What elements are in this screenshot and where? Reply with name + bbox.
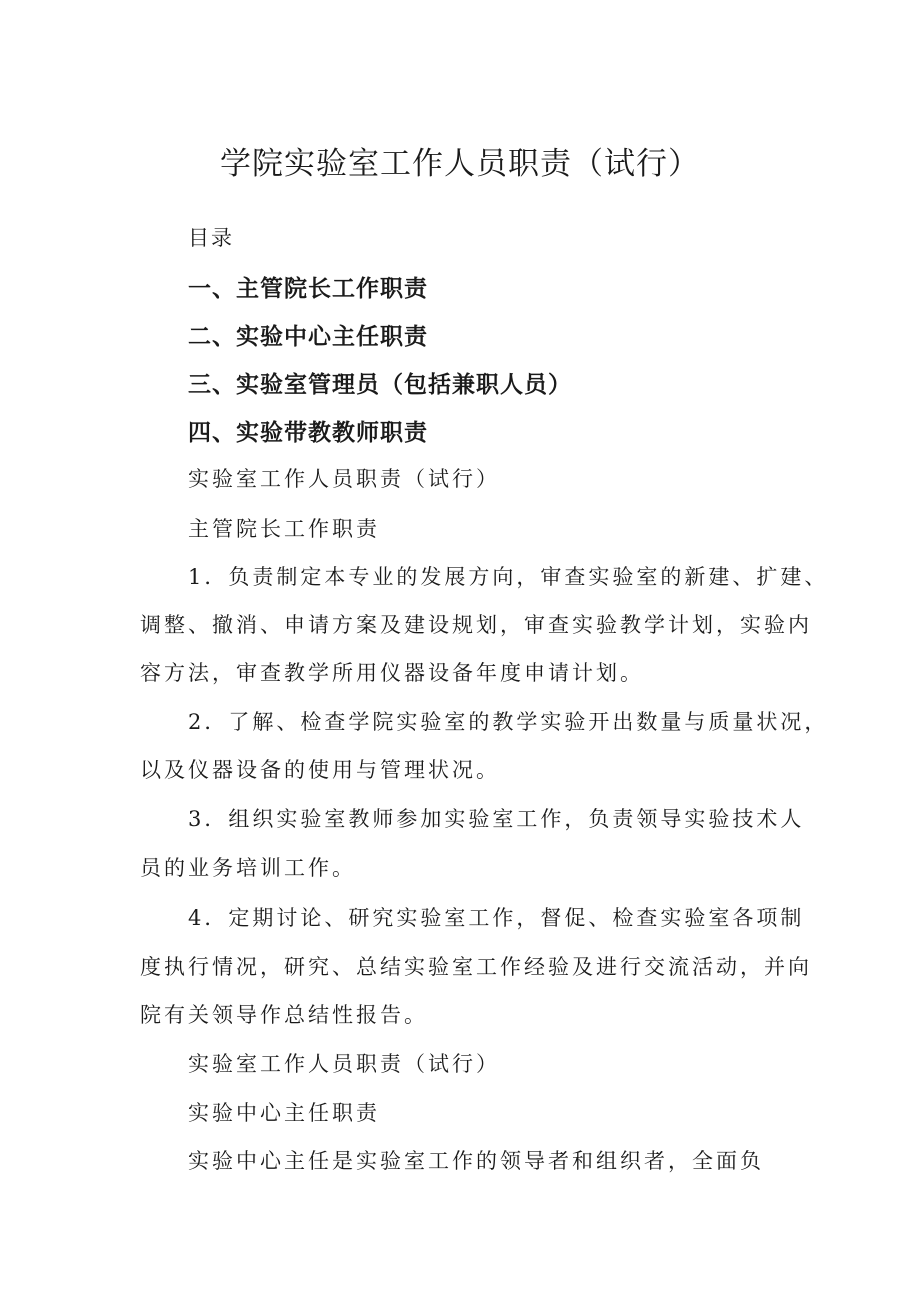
document-title: 学院实验室工作人员职责（试行） (220, 146, 700, 182)
section2-p1-line1: 实验中心主任是实验室工作的领导者和组织者，全面负 (188, 1149, 764, 1173)
section1-p1-line2: 调整、撤消、申请方案及建设规划，审查实验教学计划，实验内 (140, 613, 812, 637)
section1-p4-line1: 4．定期讨论、研究实验室工作，督促、检查实验室各项制 (188, 906, 805, 930)
toc-item-2: 二、实验中心主任职责 (188, 324, 428, 350)
section2-heading: 实验中心主任职责 (188, 1101, 380, 1125)
section1-p4-line3: 院有关领导作总结性报告。 (140, 1003, 428, 1027)
section1-doc-title: 实验室工作人员职责（试行） (188, 467, 500, 491)
section1-p4-line2: 度执行情况，研究、总结实验室工作经验及进行交流活动，并向 (140, 955, 812, 979)
section2-doc-title: 实验室工作人员职责（试行） (188, 1052, 500, 1076)
section1-p1-line3: 容方法，审查教学所用仪器设备年度申请计划。 (140, 661, 644, 685)
section1-p3-line2: 员的业务培训工作。 (140, 856, 356, 880)
section1-heading: 主管院长工作职责 (188, 517, 380, 541)
toc-heading: 目录 (188, 226, 234, 250)
toc-item-3: 三、实验室管理员（包括兼职人员） (188, 372, 572, 398)
toc-item-1: 一、主管院长工作职责 (188, 276, 428, 302)
section1-p3-line1: 3．组织实验室教师参加实验室工作，负责领导实验技术人 (188, 807, 805, 831)
section1-p2-line2: 以及仪器设备的使用与管理状况。 (140, 758, 500, 782)
section1-p2-line1: 2．了解、检查学院实验室的教学实验开出数量与质量状况， (188, 710, 829, 734)
section1-p1-line1: 1．负责制定本专业的发展方向，审查实验室的新建、扩建、 (188, 565, 829, 589)
toc-item-4: 四、实验带教教师职责 (188, 420, 428, 446)
